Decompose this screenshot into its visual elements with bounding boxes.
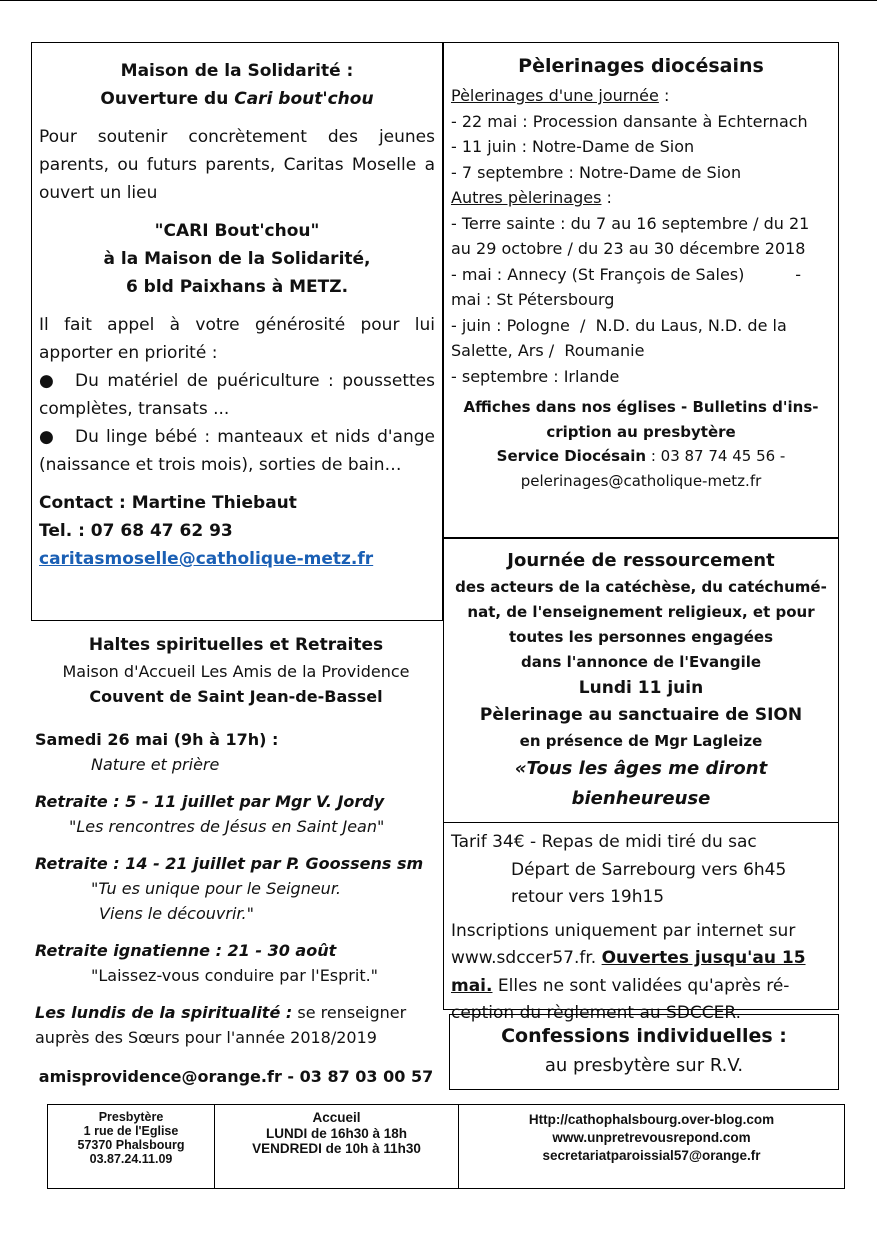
place-building: à la Maison de la Solidarité, (103, 249, 371, 269)
halte-desc: Nature et prière (91, 755, 220, 774)
footer-line: Presbytère (98, 1110, 164, 1124)
footer-line: 03.87.24.11.09 (89, 1152, 173, 1166)
halte-desc: "Tu es unique pour le Seigneur. (91, 879, 342, 898)
halte-desc: "Les rencontres de Jésus en Saint Jean" (69, 817, 385, 836)
appeal-text: Il fait appel à votre générosité pour lui apporter en priorité : (39, 315, 435, 363)
day-heading-colon: : (658, 86, 670, 105)
halte-head: Retraite : 14 - 21 juillet par P. Goossens sm (35, 854, 424, 873)
cari-italic: Cari bout'chou (234, 89, 374, 109)
ressourcement-sub: nat, de l'enseignement religieux, et pour (467, 603, 815, 621)
day-heading-text: Pèlerinages d'une journée (451, 86, 659, 105)
other-line: mai : St Pétersbourg (451, 290, 615, 309)
footer-line: LUNDI de 16h30 à 18h (265, 1125, 408, 1141)
place-name: "CARI Bout'chou" (154, 221, 320, 241)
footer-line: Accueil (312, 1110, 361, 1125)
other-line: - juin : Pologne / N.D. du Laus, N.D. de la (451, 315, 787, 335)
ressourcement-presence: en présence de Mgr Lagleize (519, 732, 763, 750)
contact-name: Contact : Martine Thiebaut (39, 493, 297, 513)
halte-head: Retraite : 5 - 11 juillet par Mgr V. Jordy (35, 792, 385, 811)
solidarite-intro: Pour soutenir concrètement des jeunes parents, ou futurs parents, Caritas Moselle a ouvert un lieu (39, 127, 435, 203)
inscription-deadline-end: mai. (451, 975, 493, 996)
ressourcement-quote: «Tous les âges me diront bienheureuse (514, 758, 768, 809)
other-line: Salette, Ars / Roumanie (451, 341, 645, 360)
tarif-line: Tarif 34€ - Repas de midi tiré du sac (451, 832, 757, 852)
bullet-item-1 (39, 367, 435, 423)
ressourcement-title: Journée de ressourcement (507, 550, 775, 571)
other-line: - Terre sainte : du 7 au 16 septembre / du 21 (451, 213, 810, 233)
day-item: - 22 mai : Procession dansante à Echternach (451, 111, 808, 131)
pelerinages-title: Pèlerinages diocésains (518, 55, 764, 77)
depart-line: Départ de Sarrebourg vers 6h45 (511, 859, 787, 880)
other-line: - mai : Annecy (St François de Sales) - (451, 264, 801, 284)
contact-phone: Tel. : 07 68 47 62 93 (39, 521, 233, 541)
other-line: - septembre : Irlande (451, 366, 620, 386)
service-label: Service Diocésain (496, 447, 647, 465)
halte-desc: "Laissez-vous conduire par l'Esprit." (91, 966, 379, 985)
affiches-line: cription au presbytère (546, 422, 736, 441)
footer-line: VENDREDI de 10h à 11h30 (252, 1141, 421, 1156)
inscription-line (451, 945, 831, 973)
bullet-text-2: Du linge bébé : manteaux et nids d'ange (naissance et trois mois), sorties de bain… (39, 427, 435, 475)
place-address: 6 bld Paixhans à METZ. (125, 277, 349, 297)
ressourcement-date: Lundi 11 juin (578, 678, 704, 698)
other-line: au 29 octobre / du 23 au 30 décembre 2018 (451, 239, 806, 258)
lundis-line2: auprès des Sœurs pour l'année 2018/2019 (35, 1028, 377, 1047)
inscription-site: www.sdccer57.fr. (451, 948, 602, 968)
inscription-line: Inscriptions uniquement par internet sur (451, 920, 796, 941)
confessions-box (449, 1014, 839, 1090)
other-heading-colon: : (601, 188, 612, 207)
bullet-icon: ● (39, 371, 54, 391)
caritas-email-link[interactable]: caritasmoselle@catholique-metz.fr (39, 549, 374, 569)
bullet-icon: ● (39, 427, 54, 447)
ressourcement-sub: des acteurs de la catéchèse, du catéchumé- (455, 578, 827, 596)
ressourcement-pilgrimage: Pèlerinage au sanctuaire de SION (479, 705, 803, 725)
ressourcement-sub: dans l'annonce de l'Evangile (520, 653, 762, 671)
service-email: pelerinages@catholique-metz.fr (520, 471, 762, 490)
secretariat-email[interactable]: secretariatparoissial57@orange.fr (542, 1148, 761, 1163)
lundis-line (31, 1000, 441, 1025)
haltes-contact: amisprovidence@orange.fr - 03 87 03 00 57 (38, 1067, 434, 1086)
ressourcement-sub: toutes les personnes engagées (508, 628, 774, 646)
inscription-note: Elles ne sont validées qu'après ré- (492, 975, 790, 996)
inscription-deadline: Ouvertes jusqu'au 15 (601, 948, 806, 968)
lundis-rest: se renseigner (292, 1003, 407, 1022)
pretre-link[interactable]: www.unpretrevousrepond.com (552, 1130, 751, 1145)
footer-line: 57370 Phalsbourg (77, 1138, 185, 1152)
bullet-item-2 (39, 423, 435, 479)
haltes-house: Maison d'Accueil Les Amis de la Providence (62, 662, 410, 681)
inscription-line (451, 973, 831, 1001)
other-heading (451, 185, 831, 211)
inscription-line: ception du règlement au SDCCER. (451, 1003, 742, 1023)
day-item: - 7 septembre : Notre-Dame de Sion (451, 162, 742, 182)
confessions-title: Confessions individuelles : (501, 1025, 787, 1047)
lundis-head: Les lundis de la spiritualité : (35, 1003, 293, 1022)
footer-links (459, 1105, 844, 1188)
retour-line: retour vers 19h15 (511, 887, 665, 907)
service-phone: : 03 87 74 45 56 - (646, 447, 786, 465)
pelerinages-box (443, 42, 839, 538)
subtitle-prefix: Ouverture du (100, 89, 235, 109)
haltes-title: Haltes spirituelles et Retraites (88, 635, 384, 655)
solidarite-box (31, 42, 443, 621)
bullet-text-1: Du matériel de puériculture : poussettes complètes, transats ... (39, 371, 435, 419)
blog-link[interactable]: Http://cathophalsbourg.over-blog.com (528, 1112, 775, 1127)
halte-head: Samedi 26 mai (9h à 17h) : (35, 730, 279, 749)
haltes-section (31, 632, 441, 1089)
day-heading (451, 83, 831, 109)
other-heading-text: Autres pèlerinages (451, 188, 602, 207)
confessions-sub: au presbytère sur R.V. (544, 1055, 744, 1076)
day-item: - 11 juin : Notre-Dame de Sion (451, 137, 695, 156)
halte-desc: Viens le découvrir." (99, 904, 254, 923)
affiches-line: Affiches dans nos églises - Bulletins d'ins- (463, 398, 819, 416)
footer-line: 1 rue de l'Eglise (83, 1124, 179, 1138)
footer-presbytere (48, 1105, 215, 1188)
haltes-convent: Couvent de Saint Jean-de-Bassel (89, 687, 383, 706)
halte-head: Retraite ignatienne : 21 - 30 août (35, 941, 337, 960)
ressourcement-box (443, 538, 839, 1023)
footer-accueil (215, 1105, 459, 1188)
top-rule (0, 0, 877, 1)
service-line (451, 444, 831, 469)
footer-table (47, 1104, 845, 1189)
solidarite-title: Maison de la Solidarité : (120, 61, 354, 81)
solidarite-subtitle (39, 85, 435, 113)
divider (444, 822, 838, 823)
